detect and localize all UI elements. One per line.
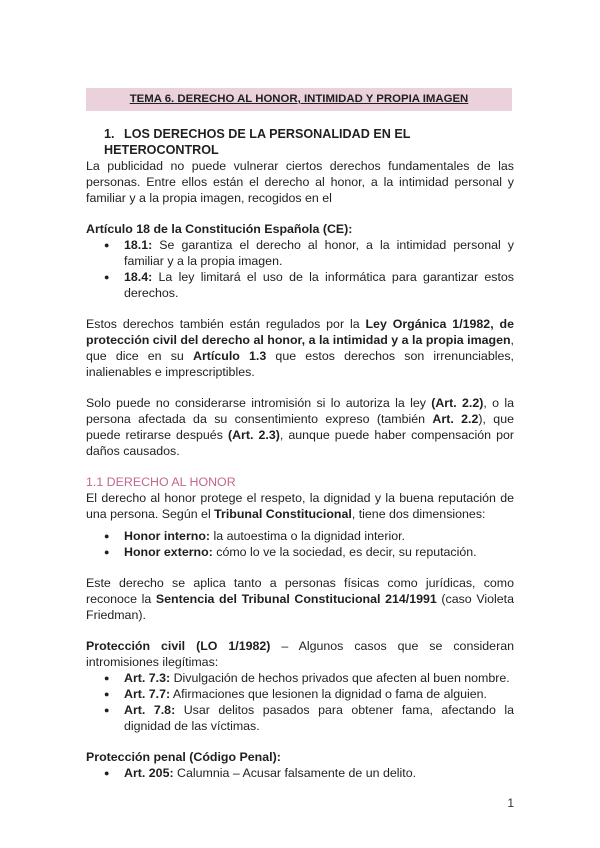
list-item: ● Art. 7.7: Afirmaciones que lesionen la dignidad o fama de alguien. xyxy=(86,686,514,702)
article18-list xyxy=(86,237,514,301)
proteccion-penal-heading: Protección penal (Código Penal): xyxy=(86,750,281,764)
page-number: 1 xyxy=(507,796,514,810)
intro-paragraph: La publicidad no puede vulnerar ciertos derechos fundamentales de las personas. Entre ellos están el derecho al honor, a la intimidad personal y familiar y a la propia imagen, recogidos en el xyxy=(86,159,514,205)
lo1982-paragraph: Estos derechos también están regulados por la Ley Orgánica 1/1982, de protección civil del derecho al honor, a la intimidad y a la propia imagen, que dice en su Artículo 1.3 que estos derechos son irrenunciables, inalienables e imprescriptibles. xyxy=(86,317,514,379)
list-item: ● 18.1: Se garantiza el derecho al honor, a la intimidad personal y familiar y a la propia imagen. xyxy=(86,237,514,269)
page-title-banner: TEMA 6. DERECHO AL HONOR, INTIMIDAD Y PROPIA IMAGEN xyxy=(86,88,512,111)
list-item: ● 18.4: La ley limitará el uso de la informática para garantizar estos derechos. xyxy=(86,269,514,301)
subsection-heading: 1.1 DERECHO AL HONOR xyxy=(86,475,236,489)
proteccion-penal-list xyxy=(86,765,514,781)
list-item: ● Art. 205: Calumnia – Acusar falsamente de un delito. xyxy=(86,765,514,781)
document-body xyxy=(86,126,514,781)
sentencia-paragraph: Este derecho se aplica tanto a personas físicas como jurídicas, como reconoce la Sentencia del Tribunal Constitucional 214/1991 (caso Violeta Friedman). xyxy=(86,576,514,622)
section-title: LOS DERECHOS DE LA PERSONALIDAD EN EL HETEROCONTROL xyxy=(104,127,411,157)
list-item: ● Art. 7.8: Usar delitos pasados para obtener fama, afectando la dignidad de las víctimas. xyxy=(86,702,514,734)
section-number: 1. xyxy=(104,127,115,141)
honor-list xyxy=(86,528,514,560)
section-heading xyxy=(104,126,514,158)
proteccion-civil-paragraph: Protección civil (LO 1/1982) – Algunos casos que se consideran intromisiones ilegítimas: xyxy=(86,639,514,669)
list-item: ● Honor interno: la autoestima o la dignidad interior. xyxy=(86,528,514,544)
list-item: ● Art. 7.3: Divulgación de hechos privados que afecten al buen nombre. xyxy=(86,670,514,686)
intromision-paragraph: Solo puede no considerarse intromisión si lo autoriza la ley (Art. 2.2), o la persona afectada da su consentimiento expreso (también Art. 2.2), que puede retirarse después (Art. 2.3), aunque puede haber compensación por daños causados. xyxy=(86,396,514,458)
proteccion-civil-list xyxy=(86,670,514,734)
list-item: ● Honor externo: cómo lo ve la sociedad, es decir, su reputación. xyxy=(86,544,514,560)
article18-heading: Artículo 18 de la Constitución Española (CE): xyxy=(86,222,353,236)
honor-paragraph: El derecho al honor protege el respeto, la dignidad y la buena reputación de una persona. Según el Tribunal Constitucional, tiene dos dimensiones: xyxy=(86,491,514,521)
